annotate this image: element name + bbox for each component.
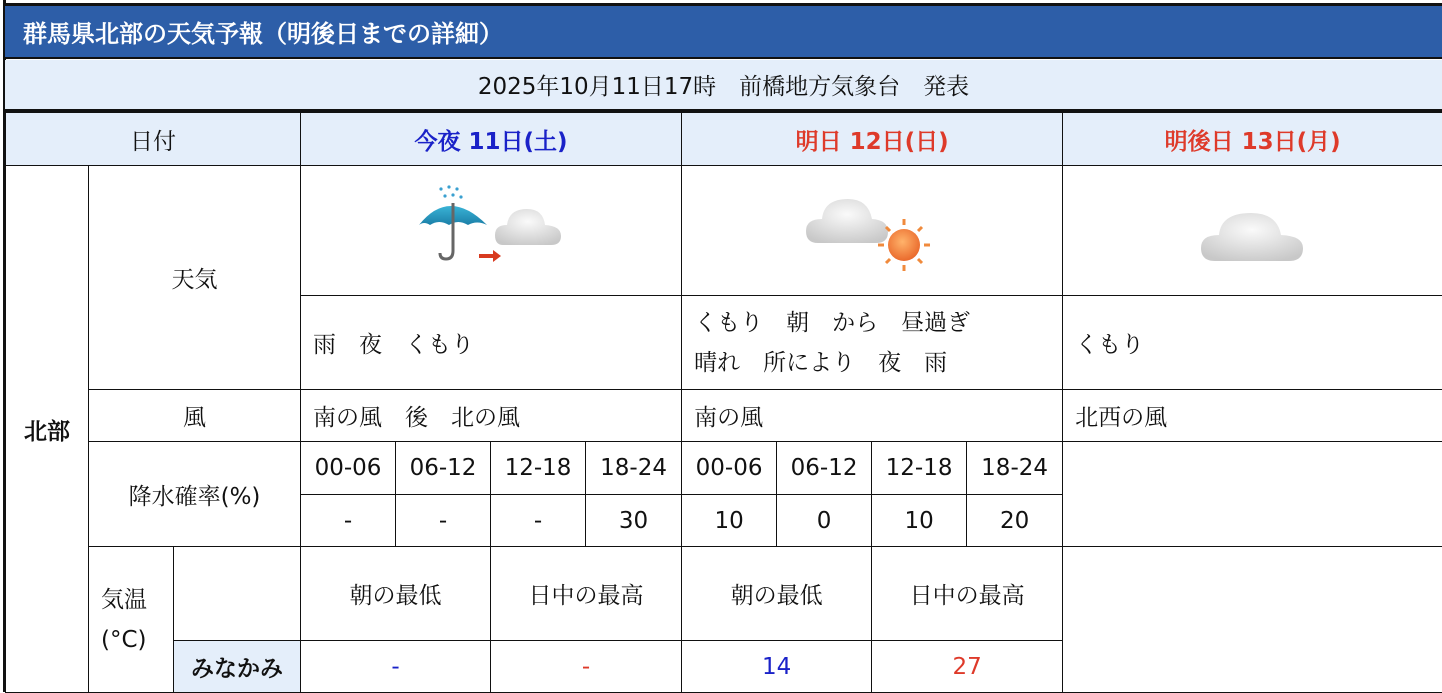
day2-weather-line2: 晴れ 所により 夜 雨	[694, 349, 948, 376]
pop-period: 06-12	[777, 442, 872, 495]
day2-wind: 南の風	[682, 390, 1063, 442]
temp-header: 日中の最高	[872, 547, 1063, 641]
pop-period: 18-24	[967, 442, 1063, 495]
forecast-title: 群馬県北部の天気予報（明後日までの詳細）	[5, 6, 1442, 59]
day2-weather-icon-cell	[682, 166, 1063, 296]
pop-value: -	[491, 495, 586, 547]
pop-value: 20	[967, 495, 1063, 547]
temp-value: 14	[682, 641, 872, 693]
temp-value: 27	[872, 641, 1063, 693]
temp-station-header-empty	[174, 547, 301, 641]
temp-label: 気温 (°C)	[89, 547, 174, 693]
day1-weather-icon-cell	[301, 166, 682, 296]
pop-period: 06-12	[396, 442, 491, 495]
temp-header: 朝の最低	[682, 547, 872, 641]
pop-period: 12-18	[491, 442, 586, 495]
pop-value: 0	[777, 495, 872, 547]
pop-value: 10	[682, 495, 777, 547]
pop-value: 30	[586, 495, 682, 547]
forecast-table	[5, 112, 1442, 693]
pop-value: -	[301, 495, 396, 547]
weather-label: 天気	[89, 166, 301, 390]
temp-station: みなかみ	[174, 641, 301, 693]
issued-info: 2025年10月11日17時 前橋地方気象台 発表	[5, 60, 1442, 112]
temp-value: -	[491, 641, 682, 693]
pop-value: 10	[872, 495, 967, 547]
cloudy-then-sunny-icon	[792, 183, 952, 273]
temp-value: -	[301, 641, 491, 693]
day2-header: 明日 12日(日)	[682, 113, 1063, 166]
pop-period: 18-24	[586, 442, 682, 495]
wind-label: 風	[89, 390, 301, 442]
day1-wind: 南の風 後 北の風	[301, 390, 682, 442]
pop-value: -	[396, 495, 491, 547]
day2-weather-text	[682, 296, 1063, 390]
pop-label: 降水確率(%)	[89, 442, 301, 547]
day3-header: 明後日 13日(月)	[1063, 113, 1442, 166]
pop-period: 00-06	[301, 442, 396, 495]
day2-weather-line1: くもり 朝 から 昼過ぎ	[694, 309, 971, 336]
day3-wind: 北西の風	[1063, 390, 1442, 442]
day3-weather-icon-cell	[1063, 166, 1442, 296]
rain-then-cloudy-icon	[411, 183, 571, 273]
temp-header: 朝の最低	[301, 547, 491, 641]
day3-pop-empty	[1063, 442, 1442, 547]
temp-header: 日中の最高	[491, 547, 682, 641]
day3-weather-text: くもり	[1063, 296, 1442, 390]
pop-period: 00-06	[682, 442, 777, 495]
day1-weather-text: 雨 夜 くもり	[301, 296, 682, 390]
date-header: 日付	[6, 113, 301, 166]
day1-header: 今夜 11日(土)	[301, 113, 682, 166]
pop-period: 12-18	[872, 442, 967, 495]
day3-temp-empty	[1063, 547, 1442, 693]
region-label: 北部	[6, 166, 89, 693]
cloudy-icon	[1173, 183, 1333, 273]
